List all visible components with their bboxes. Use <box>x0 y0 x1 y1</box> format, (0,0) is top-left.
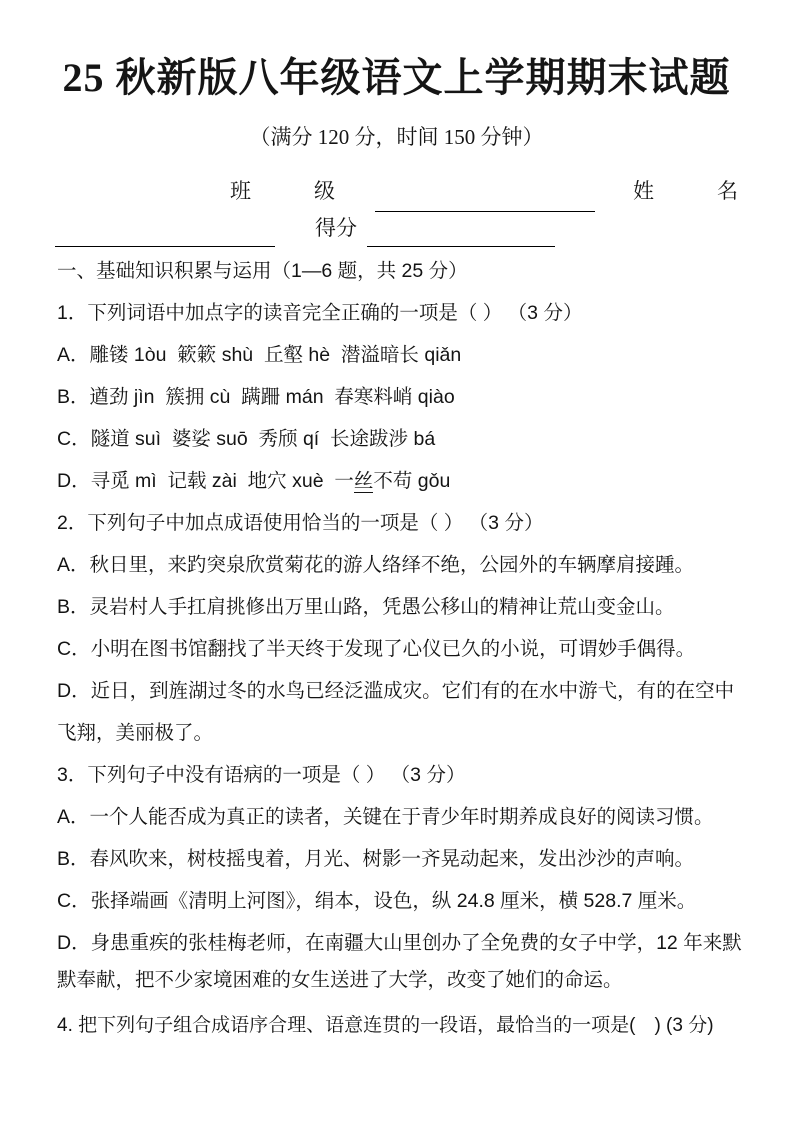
class-label: 班 级 <box>230 179 335 203</box>
question1-option-d <box>57 469 450 494</box>
section1-heading: 一、基础知识积累与运用（1—6 题，共 25 分） <box>57 260 468 282</box>
name-blank-line <box>55 246 275 247</box>
question2-option-a: A．秋日里，来趵突泉欣赏菊花的游人络绎不绝，公园外的车辆摩肩接踵。 <box>57 554 695 576</box>
question3-option-b: B．春风吹来，树枝摇曳着，月光、树影一齐晃动起来，发出沙沙的声响。 <box>57 848 695 870</box>
question1-option-d-pre: D．寻觅 mì 记载 zài 地穴 xuè 一 <box>57 470 354 492</box>
question2-option-c: C．小明在图书馆翻找了半天终于发现了心仪已久的小说，可谓妙手偶得。 <box>57 638 696 660</box>
question3-option-a: A．一个人能否成为真正的读者，关键在于青少年时期养成良好的阅读习惯。 <box>57 806 714 828</box>
question1-stem: 1．下列词语中加点字的读音完全正确的一项是（ ） （3 分） <box>57 302 583 324</box>
class-blank-line <box>375 211 595 212</box>
question1-option-b: B．遒劲 jìn 簇拥 cù 蹒跚 mán 春寒料峭 qiào <box>57 386 455 408</box>
question1-option-c: C．隧道 suì 婆娑 suō 秀颀 qí 长途跋涉 bá <box>57 428 436 450</box>
question1-option-a: A．雕镂 1òu 簌簌 shù 丘壑 hè 潜溢暗长 qiǎn <box>57 344 462 366</box>
question3-option-d-line1: D．身患重疾的张桂梅老师，在南疆大山里创办了全免费的女子中学，12 年来默 <box>57 932 742 954</box>
page-title: 25 秋新版八年级语文上学期期末试题 <box>62 55 731 100</box>
question2-option-d-line1: D．近日，到旌湖过冬的水鸟已经泛滥成灾。它们有的在水中游弋，有的在空中 <box>57 680 735 702</box>
question4-stem: 4. 把下列句子组合成语序合理、语意连贯的一段语，最恰当的一项是( ) (3 分) <box>57 1015 714 1036</box>
question2-stem: 2．下列句子中加点成语使用恰当的一项是（ ） （3 分） <box>57 512 544 534</box>
question2-option-d-line2: 飞翔，美丽极了。 <box>57 722 214 744</box>
question3-option-d-line2: 默奉献，把不少家境困难的女生送进了大学，改变了她们的命运。 <box>57 969 623 991</box>
page-subtitle: （满分 120 分，时间 150 分钟） <box>249 125 544 149</box>
score-blank-line <box>367 246 555 247</box>
question3-stem: 3．下列句子中没有语病的一项是（ ） （3 分） <box>57 764 466 786</box>
question2-option-b: B．灵岩村人手扛肩挑修出万里山路，凭愚公移山的精神让荒山变金山。 <box>57 596 675 618</box>
score-label: 得分 <box>315 216 357 240</box>
question3-option-c: C．张择端画《清明上河图》，绢本，设色，纵 24.8 厘米，横 528.7 厘米。 <box>57 890 697 912</box>
question1-option-d-post: 不苟 gǒu <box>373 470 451 492</box>
name-label: 姓 名 <box>633 179 738 203</box>
question1-option-d-marked-char: 丝 <box>353 470 374 492</box>
